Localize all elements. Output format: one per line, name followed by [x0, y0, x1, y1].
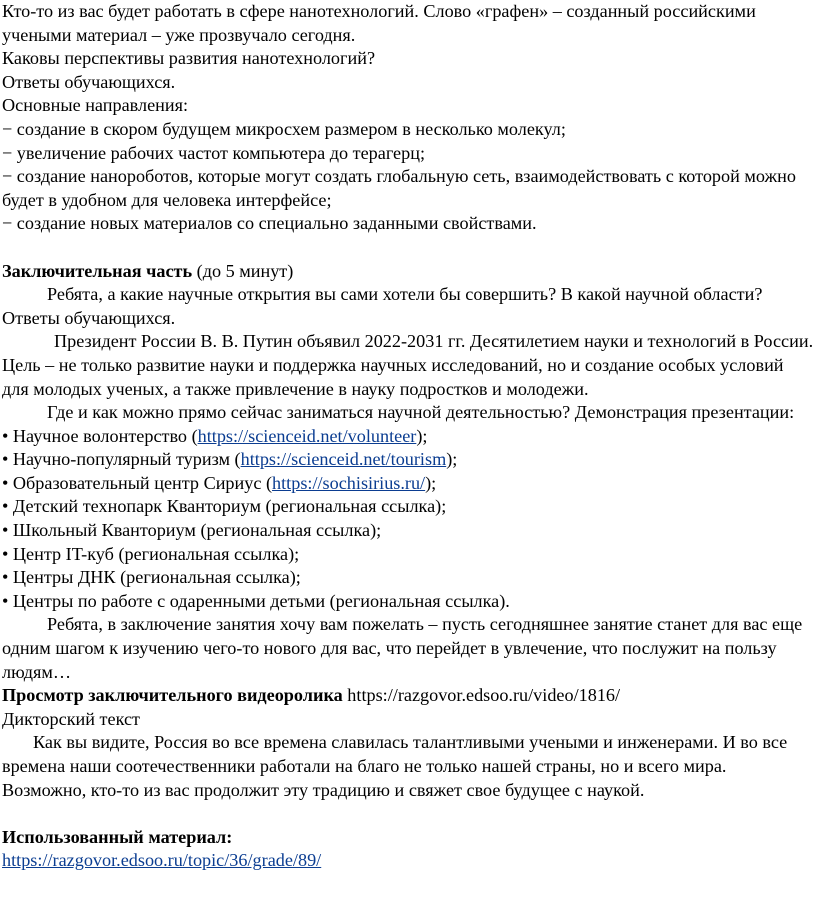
- list-item: • Центры ДНК (региональная ссылка);: [2, 567, 301, 588]
- list-item: • Научное волонтерство (https://scienceid.net/volunteer);: [2, 425, 428, 446]
- paragraph-line: Возможно, кто-то из вас продолжит эту традицию и свяжет свое будущее с наукой.: [2, 779, 645, 800]
- sources-line: [2, 849, 814, 873]
- list-item: • Научно-популярный туризм (https://scienceid.net/tourism);: [2, 449, 458, 470]
- narrator-title: Дикторский текст: [2, 708, 140, 729]
- answers-line: Ответы обучающихся.: [2, 71, 176, 92]
- volunteer-link[interactable]: https://scienceid.net/volunteer: [197, 425, 417, 446]
- paragraph-line: Ребята, а какие научные открытия вы сами хотели бы совершить? В какой научной области?: [47, 284, 763, 305]
- paragraph-line: Ответы обучающихся.: [2, 307, 176, 328]
- video-url: https://razgovor.edsoo.ru/video/1816/: [342, 685, 621, 706]
- paragraph-line: Президент России В. В. Путин объявил 2022-2031 гг. Десятилетием науки и технологий в России.: [54, 331, 814, 352]
- paragraph-line: Где и как можно прямо сейчас заниматься научной деятельностью? Демонстрация презентации:: [47, 402, 795, 423]
- paragraph-line: Как вы видите, Россия во все времена славилась талантливыми учеными и инженерами. И во все: [33, 732, 788, 753]
- paragraph-line: Цель – не только развитие науки и поддержка научных исследований, но и создание особых условий: [2, 354, 784, 375]
- paragraph-line: времена наши соотечественники работали на благо не только нашей страны, но и всего мира.: [2, 756, 727, 776]
- direction-item: − увеличение рабочих частот компьютера до терагерц;: [2, 142, 426, 163]
- paragraph-line: людям…: [2, 661, 72, 682]
- list-item: • Школьный Кванториум (региональная ссылка);: [2, 520, 382, 541]
- paragraph-line: Ребята, в заключение занятия хочу вам пожелать – пусть сегодняшнее занятие станет для вас еще: [47, 614, 803, 635]
- final-heading-note: (до 5 минут): [192, 260, 294, 281]
- direction-item: − создание нанороботов, которые могут создать глобальную сеть, взаимодействовать с которой можно: [2, 166, 796, 187]
- list-item: • Детский технопарк Кванториум (региональная ссылка);: [2, 496, 447, 517]
- directions-heading: Основные направления:: [2, 95, 189, 116]
- sources-link[interactable]: https://razgovor.edsoo.ru/topic/36/grade/89/: [2, 850, 322, 871]
- direction-item: − создание в скором будущем микросхем размером в несколько молекул;: [2, 118, 566, 139]
- direction-item: − создание новых материалов со специально заданными свойствами.: [2, 213, 537, 234]
- video-line: [2, 684, 814, 708]
- video-label: Просмотр заключительного видеоролика: [2, 685, 343, 706]
- sources-heading: Использованный материал:: [2, 826, 233, 847]
- paragraph-line: для молодых ученых, а также привлечение в науку подростков и молодежи.: [2, 378, 589, 399]
- intro-line: Кто-то из вас будет работать в сфере нанотехнологий. Слово «графен» – созданный российскими: [2, 1, 756, 21]
- list-item: • Центр IT-куб (региональная ссылка);: [2, 543, 300, 564]
- sirius-link[interactable]: https://sochisirius.ru/: [272, 472, 426, 493]
- final-heading-bold: Заключительная часть: [2, 260, 193, 281]
- list-item: • Образовательный центр Сириус (https://sochisirius.ru/);: [2, 472, 437, 493]
- direction-item-cont: будет в удобном для человека интерфейсе;: [2, 189, 332, 210]
- paragraph-line: одним шагом к изучению чего-то нового для вас, что перейдет в увлечение, что послужит на пользу: [2, 638, 777, 659]
- list-item: • Центры по работе с одаренными детьми (региональная ссылка).: [2, 590, 510, 611]
- question-line: Каковы перспективы развития нанотехнологий?: [2, 48, 376, 69]
- intro-line: учеными материал – уже прозвучало сегодня.: [2, 24, 356, 45]
- final-section-heading: [2, 260, 814, 284]
- tourism-link[interactable]: https://scienceid.net/tourism: [240, 449, 447, 470]
